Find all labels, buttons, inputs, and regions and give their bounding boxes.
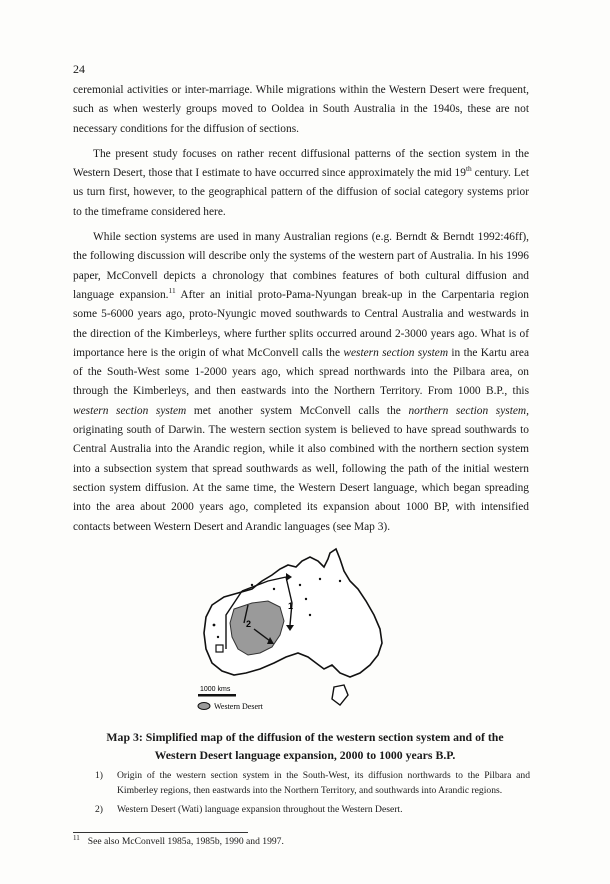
note-item: 2) Western Desert (Wati) language expansion throughout the Western Desert. [95, 804, 403, 815]
paragraph-3: While section systems are used in many Australian regions (e.g. Berndt & Berndt 1992:46ff), the following discussion will describe only the systems of the western part of Australia. In his 1996 paper, McConvell depicts a chronology that combines features of both cultural diffusion and language expansion.$^{11}$ After an initial proto-Pama-Nyungan break-up in the Carpentaria region some 5-6000 years ago, proto-Nyungic moved southwards to Central Australia and westwards in the direction of the Kimberleys, where further splits occurred around 2-3000 years ago. What is of importance here is the origin of what McConvell calls the western section system in the Kartu area of the South-West some 1-2000 years ago, which spread northwards into the Pilbara area, on through the Kimberleys, and then eastwards into the Northern Territory. From 1000 B.P., this western section system met another system McConvell calls the northern section system, originating south of Darwin. The western section system is believed to have spread southwards to Central Australia into the Arandic region, while it also combined with the northern section system into a subsection system that spread southwards as well, following the path of the initial western section system diffusion. At the same time, the Western Desert language, which began spreading into the area about 2000 years ago, completed its expansion about 1000 BP, with intensified contacts between Western Desert and Arandic languages (see Map 3). [73, 231, 530, 533]
origin-marker [216, 645, 223, 652]
scale-bar [198, 694, 236, 697]
map-3-figure [190, 545, 395, 717]
marker-2: 2 [246, 619, 252, 629]
footnote-ref[interactable]: 11 [168, 286, 176, 296]
note-item: 1) Origin of the western section system in the South-West, its diffusion northwards to the Pilbara and Kimberley regions, then eastwards into the Northern Territory, and southwards into Arandic regions. [95, 770, 530, 796]
footnote [73, 833, 513, 847]
paragraph-1: ceremonial activities or inter-marriage. While migrations within the Western Desert were frequent, such as when westerly groups moved to Ooldea in South Australia in the 1940s, these are not necessary conditions for the diffusion of sections. [73, 84, 529, 135]
tasmania-outline [332, 685, 348, 705]
caption-line-2: Western Desert language expansion, 2000 to 1000 years B.P. [154, 748, 456, 762]
marker-1: 1 [288, 601, 294, 611]
map-notes [95, 768, 530, 821]
footnote-number: 11 [73, 833, 80, 842]
australia-outline [204, 549, 382, 677]
body-text [73, 81, 529, 537]
footnote-text: See also McConvell 1985a, 1985b, 1990 and 1997. [87, 836, 284, 847]
page-number: 24 [73, 62, 85, 76]
scale-label: 1000 kms [200, 686, 231, 693]
paragraph-2: The present study focuses on rather recent diffusional patterns of the section system in the Western Desert, those that I estimate to have occurred since approximately the mid 19th century. Let us turn first, however, to the geographical pattern of the diffusion of social category systems prior to the timeframe considered here. [73, 147, 529, 218]
caption-line-1: Map 3: Simplified map of the diffusion of the western section system and of the [106, 730, 504, 744]
footnote-divider [73, 832, 248, 833]
australia-map [190, 545, 395, 717]
legend-swatch [198, 703, 210, 710]
map-caption [80, 728, 530, 764]
legend-label: Western Desert [214, 702, 263, 711]
